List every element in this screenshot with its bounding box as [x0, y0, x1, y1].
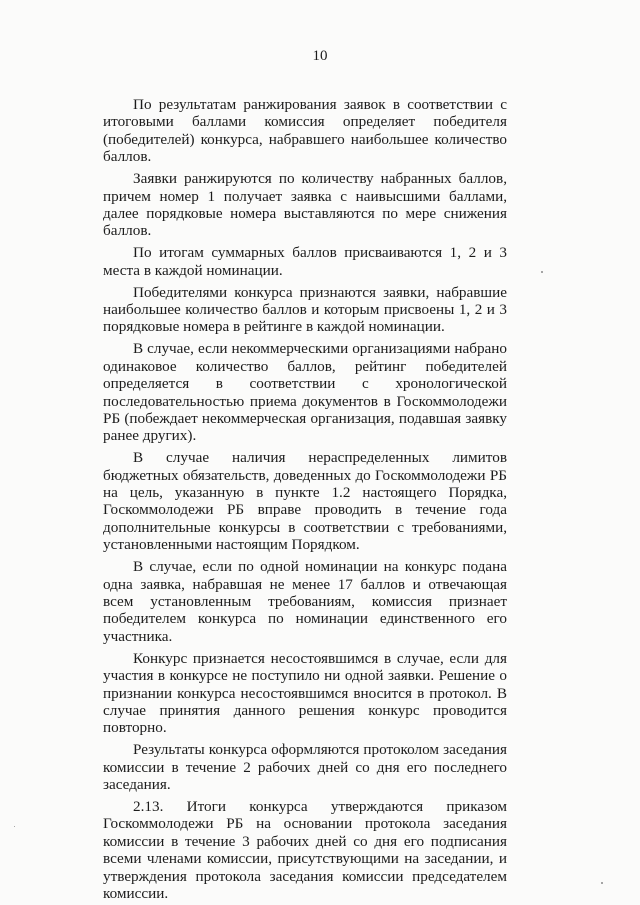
paragraph-winners: Победителями конкурса признаются заявки, набравшие наибольшее количество баллов и которым присвоены 1, 2 и 3 порядковые номера в рейтинге в каждой номинации. [103, 283, 507, 336]
scan-speck [14, 826, 15, 827]
paragraph-single-application: В случае, если по одной номинации на конкурс подана одна заявка, набравшая не менее 17 баллов и отвечающая всем установленным требованиям, комиссия признает победителем конкурса по номинации единственного его участника. [103, 558, 507, 645]
paragraph-contest-failed: Конкурс признается несостоявшимся в случае, если для участия в конкурсе не поступило ни одной заявки. Решение о признании конкурса несостоявшимся вносится в протокол. В случае принятия данного решения конкурс проводится повторно. [103, 649, 507, 737]
page-number: 10 [312, 48, 328, 64]
scan-speck [541, 271, 543, 273]
paragraph-ranking-order: Заявки ранжируются по количеству набранных баллов, причем номер 1 получает заявка с наивысшими баллами, далее порядковые номера выставляются по мере снижения баллов. [103, 170, 507, 240]
paragraph-2-13-approval: 2.13. Итоги конкурса утверждаются приказом Госкоммолодежи РБ на основании протокола заседания комиссии в течение 3 рабочих дней со дня его подписания всеми членами комиссии, присутствующими на заседании, и утверждения протокола заседания комиссии председателем комиссии. [103, 797, 507, 902]
paragraph-tie-rule: В случае, если некоммерческими организациями набрано одинаковое количество баллов, рейтинг победителей определяется в соответствии с хронологической последовательностью приема документов в Госкоммолодежи РБ (побеждает некоммерческая организация, подавшая заявку ранее других). [103, 340, 507, 445]
paragraph-additional-contests: В случае наличия нераспределенных лимитов бюджетных обязательств, доведенных до Госкоммолодежи РБ на цель, указанную в пункте 1.2 настоящего Порядка, Госкоммолодежи РБ вправе проводить в течение года дополнительные конкурсы в соответствии с требованиями, установленными настоящим Порядком. [103, 449, 507, 554]
scan-speck [601, 882, 603, 884]
document-body [103, 96, 507, 902]
paragraph-results-protocol: Результаты конкурса оформляются протоколом заседания комиссии в течение 2 рабочих дней со дня его последнего заседания. [103, 741, 507, 794]
paragraph-places: По итогам суммарных баллов присваиваются 1, 2 и 3 места в каждой номинации. [103, 244, 507, 279]
paragraph-ranking-result: По результатам ранжирования заявок в соответствии с итоговыми баллами комиссия определяет победителя (победителей) конкурса, набравшего наибольшее количество баллов. [103, 96, 507, 166]
